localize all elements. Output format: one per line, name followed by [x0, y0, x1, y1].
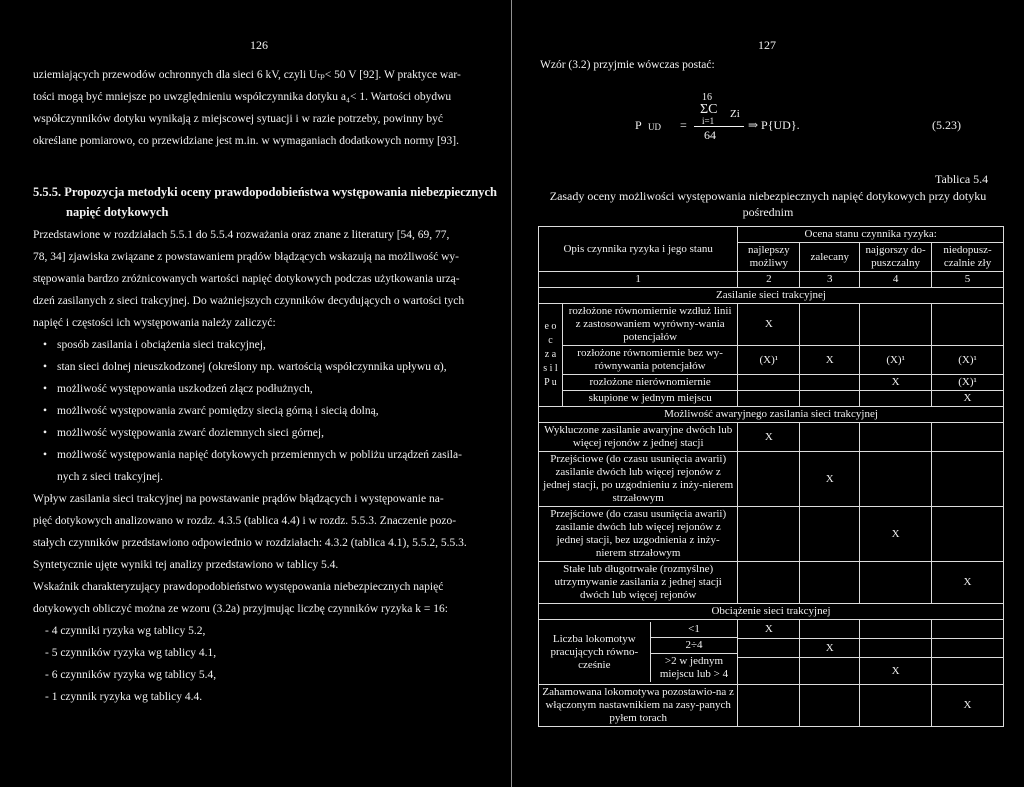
side-label-text: P u: [544, 377, 557, 388]
cell: (X)¹: [860, 346, 932, 375]
dash-list: [45, 620, 445, 708]
loco-count: >2 w jednym miejscu lub > 4: [650, 654, 737, 683]
text-line: napięć i częstości ich występowania należy zaliczyć:: [33, 317, 276, 329]
text-line: tości mogą być mniejsze po uwzględnieniu współczynnika dotyku a₄< 1. Wartości obydwu: [33, 91, 452, 103]
side-label: [539, 304, 563, 407]
header-col: najgorszy do-puszczalny: [860, 243, 932, 272]
paragraph-supply: [33, 488, 487, 576]
cell: [800, 507, 860, 562]
bullet-item: • możliwość występowania uszkodzeń złącz podłużnych,: [57, 378, 487, 400]
header-col: zalecany: [800, 243, 860, 272]
dash-item: - 4 czynniki ryzyka wg tablicy 5.2,: [45, 625, 206, 637]
formula-equals: =: [680, 118, 687, 132]
dash-item: - 1 czynnik ryzyka wg tablicy 4.4.: [45, 691, 203, 703]
bullet-list: [57, 334, 487, 488]
section-heading: [33, 182, 503, 222]
text-line: dzeń zasilanych z sieci trakcyjnej. Do ważniejszych czynników decydujących o wartości tych: [33, 295, 465, 307]
intro-paragraph: [33, 64, 487, 152]
text-line: nych z sieci trakcyjnej.: [57, 471, 164, 483]
text-line: współczynników dotyku wynikają z miejscowej sytuacji i w razie potrzeby, powinny być: [33, 113, 443, 125]
fraction-denominator: 64: [704, 128, 716, 142]
dash-item: - 5 czynników ryzyka wg tablicy 4.1,: [45, 647, 217, 659]
bullet-item: • możliwość występowania zwarć doziemnych sieci górnej,: [57, 422, 487, 444]
cell: X: [860, 375, 932, 391]
formula-5-23: [636, 92, 976, 148]
row-desc: rozłożone równomiernie bez wy-równywania potencjałów: [562, 346, 737, 375]
cell: (X)¹: [932, 375, 1004, 391]
cell-stack: [932, 620, 1004, 685]
cell: X: [738, 620, 799, 639]
side-label-text: e o c: [544, 321, 557, 346]
text-line: dotykowych obliczyć można ze wzoru (3.2a) przyjmując liczbę czynników ryzyka k = 16:: [33, 603, 448, 615]
text-line: Przedstawione w rozdziałach 5.5.1 do 5.5.4 rozważania oraz znane z literatury [54, 69, 77,: [33, 229, 450, 241]
cell: [738, 391, 800, 407]
cell: [738, 685, 800, 727]
text-line: Syntetycznie ujęte wyniki tej analizy przedstawiono w tablicy 5.4.: [33, 559, 339, 571]
row-desc: rozłożone równomiernie wzdłuż linii z zastosowaniem wyrówny-wania potencjałów: [562, 304, 737, 346]
sum-symbol: ΣC: [700, 102, 718, 117]
cell: X: [932, 562, 1004, 604]
cell: [860, 562, 932, 604]
cell: [860, 620, 931, 639]
cell: X: [891, 665, 900, 677]
cell: (X)¹: [738, 346, 800, 375]
cell: X: [800, 346, 860, 375]
text-line: określane pomiarowo, co przewidziane jest m.in. w wymaganiach dodatkowych normy [93].: [33, 135, 460, 147]
col-number: 4: [860, 272, 932, 288]
cell: [800, 685, 860, 727]
text-line: 78, 34] zjawiska związane z powstawaniem prądów błądzących wskazują na możliwość wy-: [33, 251, 459, 263]
cell: [932, 620, 1003, 639]
cell: [932, 507, 1004, 562]
cell: [932, 304, 1004, 346]
row-desc: Zahamowana lokomotywa pozostawio-na z włączonym nastawnikiem na zasy-panych pyłem torach: [539, 685, 738, 727]
row-desc: rozłożone nierównomiernie: [562, 375, 737, 391]
dash-item: - 6 czynników ryzyka wg tablicy 5.4,: [45, 669, 217, 681]
cell: [860, 304, 932, 346]
formula-intro: Wzór (3.2) przyjmie wówczas postać:: [540, 59, 715, 71]
row-desc: Przejściowe (do czasu usunięcia awarii) zasilanie dwóch lub więcej rejonów z jednej stacji, bez uzgodnienia z inży-nierem strzałowym: [539, 507, 738, 562]
header-col: niedopusz-czalnie zły: [932, 243, 1004, 272]
cell: [800, 375, 860, 391]
row-desc: Stałe lub długotrwałe (rozmyślne) utrzymywanie zasilania z jednej stacji dwóch lub więcej rejonów: [539, 562, 738, 604]
cell: (X)¹: [932, 346, 1004, 375]
cell: [932, 452, 1004, 507]
bullet-item: • możliwość występowania napięć dotykowych przemiennych w pobliżu urządzeń zasila-: [57, 444, 487, 466]
cell: [932, 423, 1004, 452]
header-factor: Opis czynnika ryzyka i jego stanu: [539, 227, 738, 272]
cell: [860, 391, 932, 407]
cell: [738, 562, 800, 604]
load-cell: [539, 620, 738, 685]
cell: [800, 423, 860, 452]
sum-upper-limit: 16: [702, 92, 712, 103]
sum-subscript: Zi: [730, 108, 740, 120]
text-line: Wskaźnik charakteryzujący prawdopodobieństwo występowania niebezpiecznych napięć: [33, 581, 444, 593]
bullet-item: • stan sieci dolnej nieuszkodzonej (określony np. wartością współczynnika upływu α),: [57, 356, 487, 378]
cell: [932, 639, 1003, 658]
cell: X: [738, 304, 800, 346]
heading-line: napięć dotykowych: [66, 205, 169, 219]
cell: [800, 620, 859, 639]
cell: X: [800, 639, 859, 658]
loco-label: Liczba lokomotyw pracujących równo-cześnie: [539, 622, 650, 682]
header-col: najlepszy możliwy: [738, 243, 800, 272]
cell: X: [800, 452, 860, 507]
cell: [738, 639, 799, 658]
row-desc: skupione w jednym miejscu: [562, 391, 737, 407]
cell: X: [860, 507, 932, 562]
cell: [860, 423, 932, 452]
cell: [738, 507, 800, 562]
table-caption: [538, 188, 998, 220]
table-5-4: [538, 226, 1004, 727]
cell: [800, 562, 860, 604]
col-number: 3: [800, 272, 860, 288]
fraction-bar: [694, 126, 744, 127]
col-number: 1: [539, 272, 738, 288]
cell: X: [932, 685, 1004, 727]
paragraph-factors: [33, 224, 487, 334]
row-desc: Wykluczone zasilanie awaryjne dwóch lub więcej rejonów z jednej stacji: [539, 423, 738, 452]
row-desc: Przejściowe (do czasu usunięcia awarii) zasilanie dwóch lub więcej rejonów z jednej stacji, po uzgodnieniu z inży-nierem strzałowym: [539, 452, 738, 507]
cell: [800, 658, 859, 684]
cell: X: [738, 423, 800, 452]
page-gutter: [511, 0, 512, 787]
text-line: stępowania bardzo zróżnicowanych wartości napięć dotykowych podczas użytkowania urzą-: [33, 273, 460, 285]
cell: [738, 452, 800, 507]
text-line: uziemiających przewodów ochronnych dla sieci 6 kV, czyli Uₜₚ< 50 V [92]. W praktyce war-: [33, 69, 461, 81]
cell: [860, 639, 931, 658]
cell: [800, 391, 860, 407]
equation-number: (5.23): [932, 118, 961, 132]
table-label: Tablica 5.4: [935, 172, 989, 186]
side-label-text: z a s i l: [543, 349, 558, 374]
section-row: Obciążenie sieci trakcyjnej: [539, 604, 1004, 620]
cell: [738, 658, 799, 684]
cell-stack: [800, 620, 860, 685]
cell: [738, 375, 800, 391]
sum-lower-limit: i=1: [702, 116, 715, 126]
cell: X: [932, 391, 1004, 407]
caption-line: pośrednim: [742, 205, 794, 219]
page-number-left: 126: [250, 38, 268, 52]
col-number: 2: [738, 272, 800, 288]
formula-lhs: P: [635, 118, 642, 132]
caption-line: Zasady oceny możliwości występowania niebezpiecznych napięć dotykowych przy dotyku: [549, 189, 987, 203]
cell-stack: [860, 620, 932, 685]
paragraph-indicator: [33, 576, 487, 620]
col-number: 5: [932, 272, 1004, 288]
heading-line: 5.5.5. Propozycja metodyki oceny prawdopodobieństwa występowania niebezpiecznych: [33, 185, 498, 199]
section-row: Możliwość awaryjnego zasilania sieci trakcyjnej: [539, 407, 1004, 423]
cell: [932, 658, 1003, 684]
cell: [800, 304, 860, 346]
loco-count: 2÷4: [650, 638, 737, 654]
bullet-item: • sposób zasilania i obciążenia sieci trakcyjnej,: [57, 334, 487, 356]
text-line: stałych czynników przedstawiono odpowiednio w rozdziałach: 4.3.2 (tablica 4.1), 5.5.2, 5.5.3.: [33, 537, 467, 549]
cell-stack: [738, 620, 800, 685]
header-assessment: Ocena stanu czynnika ryzyka:: [738, 227, 1004, 243]
bullet-item: • możliwość występowania zwarć pomiędzy siecią górną i siecią dolną,: [57, 400, 487, 422]
cell: [860, 685, 932, 727]
formula-result: ⇒ P{UD}.: [748, 118, 800, 132]
section-row: Zasilanie sieci trakcyjnej: [539, 288, 1004, 304]
page-number-right: 127: [758, 38, 776, 52]
formula-lhs-sub: UD: [648, 122, 661, 132]
loco-count: <1: [650, 622, 737, 638]
text-line: Wpływ zasilania sieci trakcyjnej na powstawanie prądów błądzących i występowanie na-: [33, 493, 444, 505]
text-line: pięć dotykowych analizowano w rozdz. 4.3.5 (tablica 4.4) i w rozdz. 5.5.3. Znaczenie pozo-: [33, 515, 457, 527]
cell: [860, 452, 932, 507]
